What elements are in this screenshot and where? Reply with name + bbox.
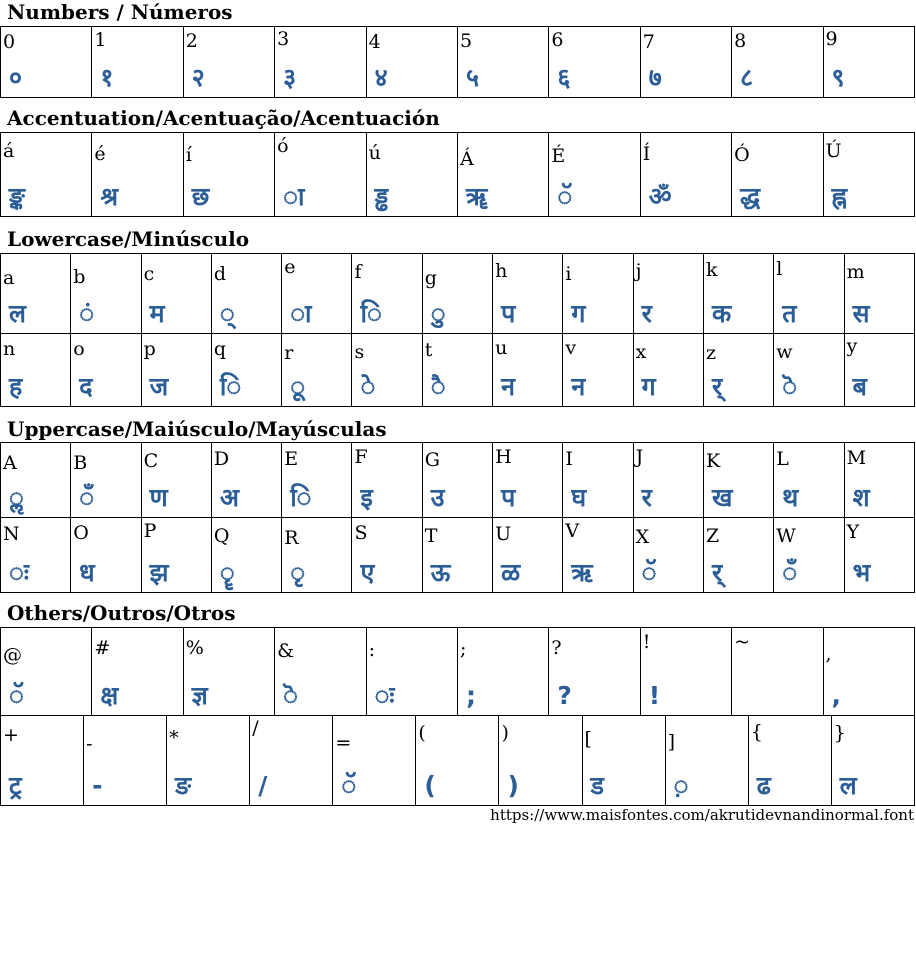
key-label: = — [335, 732, 352, 754]
key-label: , — [825, 643, 832, 665]
glyph-cell — [640, 628, 731, 716]
glyph-sample: घ — [571, 483, 587, 512]
glyph-cell — [732, 628, 823, 716]
glyph-cell — [141, 254, 211, 334]
key-label: 7 — [642, 31, 655, 53]
key-label: ; — [459, 638, 467, 660]
glyph-sample: ः — [9, 558, 29, 587]
glyph-cell — [352, 518, 422, 593]
glyph-sample: - — [92, 771, 103, 800]
glyph-sample: श — [852, 483, 870, 512]
key-label: b — [73, 266, 86, 288]
key-label: Ú — [825, 140, 842, 162]
glyph-sample: ू — [290, 372, 306, 401]
section-title-lowercase: Lowercase/Minúsculo — [7, 227, 250, 251]
glyph-sample: ृ — [290, 558, 306, 587]
glyph-sample: ङ्क — [9, 182, 25, 211]
key-label: P — [143, 520, 157, 542]
key-label: N — [3, 523, 20, 545]
glyph-sample: ह्न — [831, 182, 848, 211]
key-label: l — [776, 258, 783, 280]
key-label: ] — [667, 731, 676, 753]
key-label: p — [143, 338, 156, 360]
glyph-cell — [250, 716, 333, 806]
glyph-cell — [141, 518, 211, 593]
table-row — [1, 628, 915, 716]
key-label: L — [776, 448, 789, 470]
glyph-sample: द्ध — [740, 182, 761, 211]
glyph-sample: ज्ञ — [191, 681, 208, 710]
glyph-sample: ण — [149, 483, 168, 512]
key-label: G — [424, 449, 440, 471]
glyph-cell — [549, 133, 640, 217]
glyph-cell — [844, 518, 914, 593]
glyph-sample: , — [831, 681, 842, 710]
glyph-sample: ॅ — [341, 771, 357, 800]
key-label: y — [846, 335, 858, 357]
glyph-cell — [457, 133, 548, 217]
glyph-cell — [92, 27, 183, 98]
lowercase-table — [0, 253, 915, 407]
uppercase-table — [0, 442, 915, 593]
glyph-cell — [823, 27, 914, 98]
key-label: W — [776, 525, 796, 547]
glyph-cell — [92, 628, 183, 716]
key-label: é — [94, 143, 106, 165]
glyph-sample: ै — [430, 372, 446, 401]
glyph-cell — [141, 443, 211, 518]
glyph-sample: ॆ — [782, 372, 798, 401]
glyph-cell — [352, 443, 422, 518]
glyph-cell — [493, 443, 563, 518]
key-label: Y — [846, 521, 860, 543]
glyph-cell — [493, 334, 563, 407]
glyph-sample: ० — [9, 63, 23, 92]
table-row — [1, 518, 915, 593]
glyph-cell — [167, 716, 250, 806]
glyph-sample: ळ — [501, 558, 521, 587]
glyph-sample: ! — [648, 681, 661, 710]
glyph-sample: ट्र — [9, 771, 22, 800]
key-label: 4 — [368, 31, 381, 53]
glyph-sample: द — [79, 372, 93, 401]
glyph-cell — [1, 254, 71, 334]
key-label: } — [833, 722, 846, 744]
glyph-sample: न — [501, 372, 515, 401]
glyph-sample: त — [782, 299, 797, 328]
key-label: ) — [501, 722, 509, 744]
glyph-cell — [844, 334, 914, 407]
key-label: w — [776, 341, 793, 363]
glyph-sample: क — [711, 299, 732, 328]
glyph-cell — [275, 133, 366, 217]
glyph-cell — [493, 518, 563, 593]
table-row — [1, 443, 915, 518]
glyph-sample: स — [852, 299, 870, 328]
key-label: { — [750, 721, 763, 743]
glyph-sample: ा — [283, 182, 305, 211]
key-label: É — [551, 145, 566, 167]
glyph-cell — [493, 254, 563, 334]
glyph-sample: ि — [290, 483, 312, 512]
glyph-sample: ॅ — [641, 558, 657, 587]
glyph-cell — [549, 628, 640, 716]
key-label: o — [73, 338, 85, 360]
key-label: A — [3, 452, 17, 474]
glyph-sample: ल — [9, 299, 26, 328]
glyph-cell — [823, 628, 914, 716]
glyph-sample: ॢ — [9, 483, 24, 512]
glyph-sample: / — [258, 771, 268, 800]
key-label: 6 — [551, 29, 564, 51]
key-label: J — [635, 446, 644, 468]
key-label: * — [169, 727, 179, 749]
glyph-cell — [275, 628, 366, 716]
glyph-cell — [333, 716, 416, 806]
glyph-cell — [1, 27, 92, 98]
glyph-sample: े — [360, 372, 376, 401]
key-label: Ó — [734, 144, 750, 166]
glyph-sample: ग — [641, 372, 656, 401]
numbers-table — [0, 26, 915, 98]
glyph-sample: ा — [290, 299, 312, 328]
key-label: t — [424, 339, 433, 361]
glyph-sample: ल — [839, 771, 857, 800]
key-label: e — [284, 256, 296, 278]
key-label: ! — [642, 631, 651, 653]
glyph-cell — [732, 27, 823, 98]
glyph-cell — [1, 443, 71, 518]
glyph-sample: श्र — [100, 182, 119, 211]
table-row — [1, 716, 915, 806]
key-label: k — [705, 259, 718, 281]
glyph-cell — [282, 443, 352, 518]
glyph-cell — [1, 716, 84, 806]
glyph-cell — [282, 254, 352, 334]
key-label: c — [143, 263, 155, 285]
glyph-sample: २ — [191, 63, 205, 92]
glyph-cell — [457, 628, 548, 716]
glyph-sample: ॠ — [465, 182, 488, 211]
key-label: g — [424, 267, 437, 289]
key-label: ó — [277, 135, 289, 157]
key-label: s — [354, 341, 365, 363]
glyph-sample: र — [641, 299, 652, 328]
glyph-cell — [823, 133, 914, 217]
glyph-sample: ३ — [283, 63, 297, 92]
glyph-cell — [774, 443, 844, 518]
glyph-cell — [732, 133, 823, 217]
glyph-sample: १ — [100, 63, 114, 92]
key-label: - — [86, 733, 93, 755]
key-label: X — [635, 526, 650, 548]
glyph-cell — [282, 518, 352, 593]
glyph-sample: ? — [557, 681, 572, 710]
glyph-sample: ः — [374, 681, 395, 710]
glyph-cell — [422, 254, 492, 334]
glyph-sample: ङ — [175, 771, 192, 800]
glyph-cell — [422, 334, 492, 407]
glyph-cell — [1, 518, 71, 593]
glyph-cell — [183, 27, 274, 98]
key-label: M — [846, 447, 867, 469]
glyph-sample: ब — [852, 372, 867, 401]
glyph-cell — [92, 133, 183, 217]
glyph-cell — [422, 443, 492, 518]
key-label: i — [565, 263, 572, 285]
glyph-cell — [211, 334, 281, 407]
glyph-cell — [748, 716, 831, 806]
glyph-sample: उ — [430, 483, 445, 512]
key-label: h — [495, 260, 508, 282]
glyph-cell — [549, 27, 640, 98]
key-label: á — [3, 140, 15, 162]
key-label: í — [185, 144, 192, 166]
glyph-cell — [211, 518, 281, 593]
key-label: Í — [642, 143, 651, 165]
key-label: f — [354, 261, 362, 283]
glyph-sample: ऋ — [571, 558, 593, 587]
key-label: 2 — [185, 30, 198, 52]
glyph-cell — [563, 334, 633, 407]
key-label: T — [424, 525, 438, 547]
key-label: u — [495, 337, 508, 359]
key-label: Q — [213, 525, 230, 547]
glyph-cell — [831, 716, 914, 806]
glyph-sample: ग — [571, 299, 586, 328]
key-label: I — [565, 448, 573, 470]
glyph-cell — [366, 628, 457, 716]
glyph-cell — [211, 254, 281, 334]
glyph-cell — [633, 443, 703, 518]
others-table-1 — [0, 627, 915, 716]
glyph-sample: ं — [79, 299, 95, 328]
glyph-cell — [1, 334, 71, 407]
key-label: q — [213, 338, 227, 360]
glyph-sample: ़ — [673, 771, 689, 800]
glyph-cell — [774, 334, 844, 407]
glyph-sample: ॐ — [648, 182, 672, 211]
table-row — [1, 133, 915, 217]
key-label: S — [354, 522, 368, 544]
glyph-sample: ॅ — [9, 681, 24, 710]
glyph-sample: अ — [219, 483, 239, 512]
glyph-cell — [183, 133, 274, 217]
glyph-cell — [1, 628, 92, 716]
key-label: 1 — [94, 29, 107, 51]
glyph-cell — [703, 443, 773, 518]
key-label: @ — [3, 644, 22, 666]
glyph-cell — [71, 334, 141, 407]
glyph-cell — [422, 518, 492, 593]
key-label: v — [565, 337, 577, 359]
key-label: K — [705, 450, 721, 472]
key-label: ~ — [734, 631, 751, 653]
glyph-sample: ि — [360, 299, 382, 328]
key-label: B — [73, 452, 88, 474]
glyph-sample: ए — [360, 558, 375, 587]
glyph-sample: ( — [424, 771, 436, 800]
key-label: Á — [459, 148, 474, 170]
key-label: 3 — [277, 28, 290, 50]
section-title-numbers: Numbers / Números — [7, 0, 233, 24]
glyph-sample: ँ — [79, 483, 95, 512]
glyph-sample: झ — [149, 558, 169, 587]
glyph-sample: ख — [711, 483, 733, 512]
glyph-cell — [640, 133, 731, 217]
glyph-sample: ध — [79, 558, 95, 587]
glyph-cell — [275, 27, 366, 98]
key-label: H — [495, 446, 512, 468]
glyph-sample: ँ — [782, 558, 798, 587]
glyph-cell — [640, 27, 731, 98]
glyph-cell — [665, 716, 748, 806]
section-title-others: Others/Outros/Otros — [7, 601, 236, 625]
glyph-sample: थ — [782, 483, 799, 512]
glyph-sample: ८ — [740, 63, 754, 92]
glyph-sample: ; — [465, 681, 476, 710]
glyph-sample: ु — [430, 299, 446, 328]
glyph-cell — [563, 518, 633, 593]
glyph-cell — [416, 716, 499, 806]
section-title-accentuation: Accentuation/Acentuação/Acentuación — [7, 106, 440, 130]
key-label: & — [277, 640, 295, 662]
key-label: ( — [418, 722, 426, 744]
glyph-cell — [84, 716, 167, 806]
section-title-uppercase: Uppercase/Maiúsculo/Mayúsculas — [7, 417, 387, 441]
key-label: 8 — [734, 30, 747, 52]
table-row — [1, 27, 915, 98]
glyph-cell — [141, 334, 211, 407]
glyph-sample: ५ — [465, 63, 479, 92]
glyph-sample: ढ — [756, 771, 771, 800]
glyph-sample: ् — [219, 299, 235, 328]
glyph-cell — [703, 334, 773, 407]
glyph-cell — [71, 518, 141, 593]
key-label: + — [3, 724, 19, 746]
key-label: ú — [368, 142, 381, 164]
glyph-cell — [633, 254, 703, 334]
accentuation-table — [0, 132, 915, 217]
key-label: z — [705, 342, 716, 364]
key-label: m — [846, 261, 865, 283]
glyph-cell — [71, 254, 141, 334]
key-label: x — [635, 341, 647, 363]
key-label: j — [635, 260, 642, 282]
glyph-sample: प — [501, 299, 516, 328]
glyph-cell — [844, 443, 914, 518]
key-label: ? — [551, 637, 562, 659]
glyph-cell — [71, 443, 141, 518]
key-label: a — [3, 267, 15, 289]
glyph-sample: ) — [507, 771, 519, 800]
others-table-2 — [0, 715, 915, 806]
key-label: : — [368, 639, 375, 661]
key-label: F — [354, 446, 368, 468]
glyph-cell — [633, 518, 703, 593]
glyph-sample: ज — [149, 372, 169, 401]
glyph-cell — [774, 254, 844, 334]
glyph-cell — [703, 518, 773, 593]
glyph-cell — [282, 334, 352, 407]
table-row — [1, 334, 915, 407]
glyph-cell — [633, 334, 703, 407]
glyph-sample: ॅ — [557, 182, 573, 211]
glyph-sample: र् — [711, 558, 723, 587]
key-label: E — [284, 448, 299, 470]
key-label: # — [94, 637, 111, 659]
glyph-sample: ९ — [831, 63, 845, 92]
glyph-cell — [1, 133, 92, 217]
glyph-cell — [563, 443, 633, 518]
glyph-sample: ि — [219, 372, 242, 401]
glyph-sample: ॄ — [219, 558, 235, 587]
glyph-cell — [774, 518, 844, 593]
glyph-cell — [499, 716, 582, 806]
glyph-sample: ॆ — [283, 681, 299, 710]
glyph-sample: ४ — [374, 63, 388, 92]
glyph-cell — [366, 27, 457, 98]
glyph-cell — [352, 334, 422, 407]
glyph-sample: प — [501, 483, 516, 512]
key-label: Z — [705, 525, 720, 547]
glyph-cell — [457, 27, 548, 98]
glyph-cell — [352, 254, 422, 334]
key-label: O — [73, 522, 89, 544]
glyph-cell — [703, 254, 773, 334]
glyph-sample: छ — [191, 182, 210, 211]
glyph-sample: ड्ढ — [374, 182, 389, 211]
glyph-sample: ह — [9, 372, 23, 401]
glyph-cell — [366, 133, 457, 217]
key-label: d — [213, 263, 227, 285]
glyph-cell — [183, 628, 274, 716]
glyph-sample: क्ष — [100, 681, 119, 710]
key-label: [ — [584, 728, 592, 750]
glyph-sample: र — [641, 483, 652, 512]
table-row — [1, 254, 915, 334]
glyph-sample: न — [571, 372, 586, 401]
key-label: r — [284, 342, 294, 364]
glyph-sample: ६ — [557, 63, 571, 92]
glyph-cell — [582, 716, 665, 806]
key-label: 5 — [459, 30, 473, 52]
key-label: U — [495, 523, 512, 545]
key-label: % — [185, 637, 204, 659]
key-label: 0 — [3, 31, 16, 53]
glyph-cell — [844, 254, 914, 334]
key-label: C — [143, 450, 159, 472]
glyph-sample: ड — [590, 771, 604, 800]
glyph-sample: ७ — [648, 63, 662, 92]
glyph-sample: ऊ — [430, 558, 451, 587]
key-label: R — [284, 527, 299, 549]
source-url[interactable]: https://www.maisfontes.com/akrutidevnandinormal.font — [490, 806, 914, 824]
glyph-sample: भ — [852, 558, 871, 587]
key-label: / — [252, 717, 259, 739]
glyph-cell — [563, 254, 633, 334]
key-label: n — [3, 338, 16, 360]
glyph-sample: म — [149, 299, 165, 328]
glyph-cell — [211, 443, 281, 518]
glyph-sample: र् — [711, 372, 723, 401]
key-label: D — [213, 448, 230, 470]
key-label: V — [565, 520, 580, 542]
glyph-sample: इ — [360, 483, 373, 512]
key-label: 9 — [825, 28, 838, 50]
